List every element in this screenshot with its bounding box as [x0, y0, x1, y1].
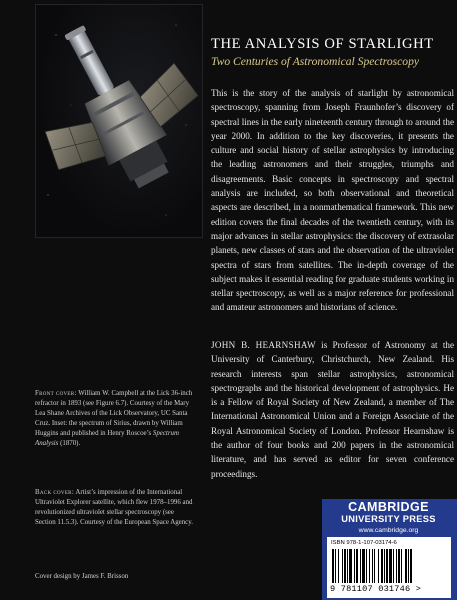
publisher-block — [322, 499, 457, 600]
front-cover-text-end: (1870). — [58, 439, 81, 447]
barcode-bar — [396, 549, 397, 583]
barcode-bar — [356, 549, 358, 583]
barcode-bar — [369, 549, 370, 583]
isbn-barcode — [327, 537, 451, 598]
book-subtitle: Two Centuries of Astronomical Spectroscopy — [211, 55, 420, 68]
barcode-bar — [362, 549, 365, 583]
barcode-bar — [338, 549, 339, 583]
barcode-bar — [386, 549, 388, 583]
author-name: JOHN B. HEARNSHAW — [211, 340, 316, 350]
front-cover-credit — [35, 389, 195, 448]
barcode-bars — [330, 549, 448, 583]
back-cover-credit — [35, 488, 195, 528]
front-cover-label: Front cover: — [35, 390, 77, 397]
barcode-bar — [389, 549, 392, 583]
barcode-bar — [408, 549, 409, 583]
cover-design-credit: Cover design by James F. Brisson — [35, 573, 129, 580]
barcode-bar — [410, 549, 412, 583]
barcode-bar — [360, 549, 361, 583]
front-cover-italic: Spectrum Analysis — [35, 429, 179, 447]
back-cover-text: Artist’s impression of the International Ultraviolet Explorer satellite, which flew 1978–1996 and revolutionized ultraviolet stellar spectroscopy (see Section 11.5.3). Courtesy of the European Space Agency. — [35, 489, 193, 526]
publisher-press: UNIVERSITY PRESS — [341, 514, 436, 524]
barcode-bar — [349, 549, 352, 583]
isbn-label: ISBN 978-1-107-03174-6 — [331, 540, 397, 546]
barcode-bar — [378, 549, 379, 583]
book-title: THE ANALYSIS OF STARLIGHT — [211, 36, 434, 52]
barcode-bar — [347, 549, 348, 583]
back-cover-label: Back cover: — [35, 489, 75, 496]
barcode-bar — [342, 549, 343, 583]
publisher-name: CAMBRIDGE — [348, 500, 429, 514]
barcode-digits: 9 781107 031746 > — [330, 584, 422, 594]
barcode-bar — [332, 549, 334, 583]
barcode-bar — [384, 549, 385, 583]
barcode-bar — [372, 549, 373, 583]
barcode-bar — [374, 549, 375, 583]
satellite-illustration — [35, 4, 203, 238]
barcode-bar — [405, 549, 407, 583]
barcode-bar — [366, 549, 367, 583]
barcode-bar — [393, 549, 394, 583]
barcode-bar — [335, 549, 336, 583]
author-bio-text: is Professor of Astronomy at the University of Canterbury, Christchurch, New Zealand. His research interests span stellar astrophysics, astronomical spectrographs and the historical development of astrophysics. He is a Fellow of Royal Society of New Zealand, a member of The International Astronomical Union and a Foreign Associate of the Royal Astronomical Society of London. Professor Hearnshaw is the author of four books and 200 papers in the astronomical literature, and has served as editor for seven conference proceedings. — [211, 340, 454, 479]
satellite-drawing — [36, 5, 202, 237]
barcode-bar — [381, 549, 383, 583]
barcode-bar — [344, 549, 346, 583]
book-description: This is the story of the analysis of starlight by astronomical spectroscopy, spanning from Joseph Fraunhofer’s discovery of spectral lines in the early nineteenth century through to around the year 2000. In addition to the key discoveries, it presents the culture and social history of stellar astrophysics by introducing the leading astronomers and their struggles, triumphs and disagreements. Basic concepts in spectroscopy and spectral analysis are included, so both observational and theoretical aspects are described, in a nonmathematical framework. This new edition covers the final decades of the twentieth century, with its major advances in stellar astrophysics: the discovery of extrasolar planets, new classes of stars and the observation of the ultraviolet spectra of stars from satellites. The in-depth coverage of the subject makes it essential reading for graduate students working in stellar spectroscopy, as well as a major reference for professional and amateur astronomers and historians of science. — [211, 88, 455, 313]
front-cover-text: William W. Campbell at the Lick 36-inch refractor in 1893 (see Figure 6.7). Courtesy of the Mary Lea Shane Archives of the Lick Observatory, UC Santa Cruz. Inset: the spectrum of Sirius, drawn by William Huggins and published in Henry Roscoe’s — [35, 390, 193, 437]
barcode-bar — [398, 549, 400, 583]
publisher-url: www.cambridge.org — [358, 527, 419, 534]
barcode-bar — [401, 549, 402, 583]
author-bio — [211, 338, 454, 488]
barcode-bar — [354, 549, 355, 583]
